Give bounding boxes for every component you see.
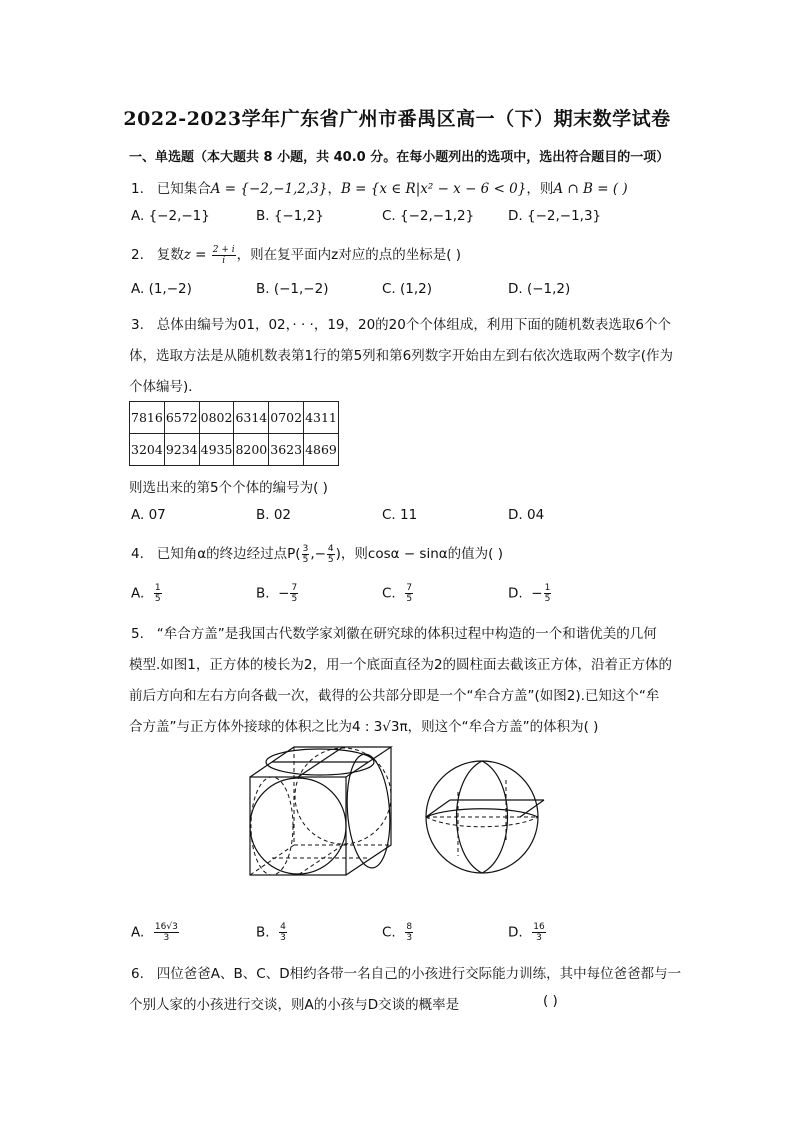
fraction	[290, 583, 298, 604]
fraction	[302, 544, 310, 565]
mouhefanggai-figure	[420, 760, 550, 875]
table-cell: 9234	[164, 434, 199, 466]
option-label: A.	[131, 585, 145, 602]
set-b: B = {x ∈ R|x² − x − 6 < 0}	[340, 181, 527, 197]
option-c	[382, 922, 414, 943]
question-number: 6.	[131, 966, 144, 982]
front-circle	[250, 778, 346, 874]
table-cell: 0702	[269, 402, 304, 434]
numerator: 1	[544, 583, 551, 593]
option-sign: −	[531, 585, 543, 602]
option-c: C. 11	[382, 507, 418, 523]
question-1	[131, 177, 628, 197]
option-b	[256, 922, 288, 943]
option-label: D.	[508, 585, 523, 602]
numerator: 3	[302, 543, 309, 554]
fraction	[154, 922, 179, 943]
cube-figure	[246, 745, 396, 880]
question-text: )，则cosα − sinα的值为( )	[335, 546, 503, 562]
denominator: 5	[154, 594, 161, 604]
option-d: D. {−2,−1,3}	[508, 208, 602, 224]
numerator: 2 + i	[212, 244, 235, 255]
answer-paren: ( )	[543, 993, 558, 1009]
section-heading: 一、单选题（本大题共 8 小题，共 40.0 分。在每小题列出的选项中，选出符合题目的一项）	[129, 150, 670, 165]
option-label: C.	[382, 585, 396, 602]
fraction	[405, 922, 413, 943]
question-text: ，则在复平面内z对应的点的坐标是( )	[236, 247, 462, 263]
numerator: 8	[406, 922, 413, 932]
separator: ，	[327, 181, 341, 197]
denominator: 3	[280, 933, 286, 943]
denominator: 3	[536, 933, 542, 943]
left-ellipse	[251, 777, 293, 875]
question-number: 3.	[131, 317, 144, 333]
question-2	[131, 243, 461, 266]
question-number: 5.	[131, 626, 144, 642]
denominator: 3	[163, 933, 170, 943]
table-cell: 3623	[269, 434, 304, 466]
table-cell: 4311	[304, 402, 339, 434]
option-a: A. 07	[131, 507, 166, 523]
option-d: D. (−1,2)	[508, 281, 571, 297]
option-label: C.	[382, 924, 396, 941]
option-sign: −	[278, 585, 290, 602]
exam-title: 2022-2023学年广东省广州市番禺区高一（下）期末数学试卷	[123, 108, 671, 130]
table-cell: 8200	[234, 434, 269, 466]
numerator: 7	[291, 583, 298, 593]
numerator: 1	[154, 583, 161, 593]
z-label: z =	[183, 247, 207, 263]
table-cell: 0802	[199, 402, 234, 434]
question-text: 四位爸爸A、B、C、D相约各带一名自己的小孩进行交际能力训练，其中每位爸爸都与一	[156, 966, 682, 982]
question-text: 已知角α的终边经过点P(	[156, 546, 301, 562]
fraction	[405, 583, 413, 604]
bottom-midline	[298, 845, 343, 875]
table-row	[130, 402, 339, 434]
option-a: A. (1,−2)	[131, 281, 192, 297]
option-c: C. (1,2)	[382, 281, 433, 297]
fraction	[327, 544, 335, 565]
question-5	[131, 622, 657, 642]
fraction	[532, 922, 545, 943]
question-ask: A ∩ B = ( )	[553, 181, 628, 197]
option-d: D. 04	[508, 507, 545, 523]
denominator: 5	[291, 594, 298, 604]
numerator: 4	[327, 543, 334, 554]
option-b	[256, 583, 299, 604]
table-cell: 7816	[130, 402, 165, 434]
question-text: 复数	[156, 247, 184, 263]
right-ellipse	[344, 753, 394, 870]
question-text: 合方盖”与正方体外接球的体积之比为4 : 3√3π，则这个“牟合方盖”的体积为( )	[129, 719, 599, 735]
denominator: 3	[406, 933, 413, 943]
option-a: A. {−2,−1}	[131, 208, 210, 224]
option-a	[131, 922, 180, 943]
fraction	[154, 583, 162, 604]
set-a: A = {−2,−1,2,3}	[210, 181, 328, 197]
random-number-table	[129, 401, 339, 466]
question-text: “牟合方盖”是我国古代数学家刘徽在研究球的体积过程中构造的一个和谐优美的几何	[156, 626, 657, 642]
question-number: 2.	[131, 247, 144, 263]
question-number: 4.	[131, 546, 144, 562]
option-c: C. {−2,−1,2}	[382, 208, 475, 224]
table-cell: 3204	[130, 434, 165, 466]
option-label: D.	[508, 924, 523, 941]
table-cell: 4935	[199, 434, 234, 466]
table-cell: 4869	[304, 434, 339, 466]
numerator: 16	[533, 922, 545, 932]
question-6	[131, 962, 681, 982]
option-b: B. (−1,−2)	[256, 281, 329, 297]
option-label: B.	[256, 585, 270, 602]
numerator: 7	[406, 583, 413, 593]
option-b: B. {−1,2}	[256, 208, 324, 224]
upper-left-line	[426, 800, 450, 817]
option-b: B. 02	[256, 507, 292, 523]
table-cell: 6314	[234, 402, 269, 434]
denominator: i	[222, 255, 226, 266]
question-3	[131, 313, 671, 333]
denominator: 5	[327, 554, 334, 565]
question-text: 模型.如图1，正方体的棱长为2，用一个底面直径为2的圆柱面去截该正方体，沿着正方体的	[129, 657, 673, 673]
question-text: 已知集合	[156, 181, 211, 197]
separator: ,−	[310, 546, 326, 562]
question-number: 1.	[131, 181, 144, 197]
denominator: 5	[406, 594, 413, 604]
question-text: 前后方向和左右方向各截一次，截得的公共部分即是一个“牟合方盖”(如图2).已知这个“牟	[129, 688, 660, 704]
table-cell: 6572	[164, 402, 199, 434]
option-label: A.	[131, 924, 145, 941]
option-a	[131, 583, 163, 604]
table-row	[130, 434, 339, 466]
option-label: B.	[256, 924, 270, 941]
option-d	[508, 922, 547, 943]
question-4	[131, 542, 503, 565]
denominator: 5	[302, 554, 309, 565]
fraction	[544, 583, 552, 604]
option-d	[508, 583, 552, 604]
question-text: 个别人家的小孩进行交谈，则A的小孩与D交谈的概率是	[129, 997, 460, 1013]
equator-front	[426, 817, 538, 827]
fraction	[212, 245, 236, 266]
denominator: 5	[544, 594, 551, 604]
question-text: 体，选取方法是从随机数表第1行的第5列和第6列数字开始由左到右依次选取两个数字(作为	[129, 348, 674, 364]
question-text: 总体由编号为01，02，· · ·，19，20的20个个体组成，利用下面的随机数表选取6个个	[156, 317, 671, 333]
question-text: 个体编号)．	[129, 379, 202, 395]
numerator: 4	[280, 922, 286, 932]
fraction	[279, 922, 287, 943]
question-text: ，则	[526, 181, 554, 197]
numerator: 16√3	[154, 922, 178, 932]
option-c	[382, 583, 414, 604]
question-ask: 则选出来的第5个个体的编号为( )	[129, 480, 328, 496]
